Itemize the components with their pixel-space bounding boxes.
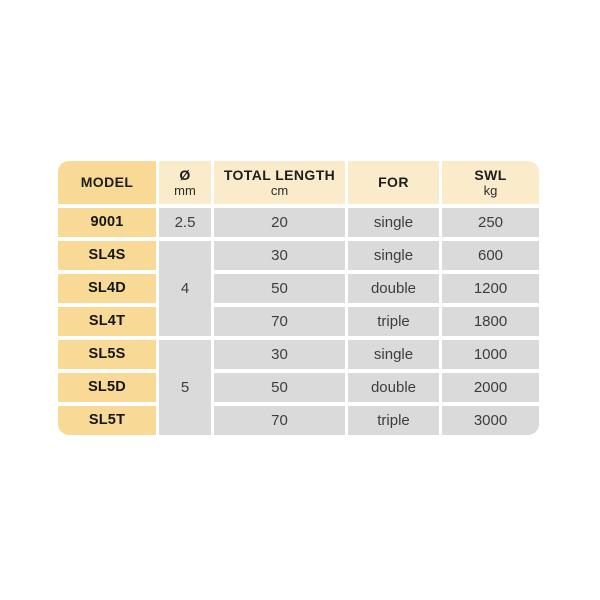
header-model: MODEL (58, 161, 156, 204)
header-swl-title: SWL (474, 166, 507, 183)
swl-cell: 1200 (442, 274, 539, 303)
header-total-length (214, 161, 345, 204)
for-cell: single (348, 241, 439, 270)
for-cell: triple (348, 307, 439, 336)
length-cell: 50 (214, 373, 345, 402)
watermark-logo (506, 443, 522, 543)
for-cell: triple (348, 406, 439, 435)
header-diameter (159, 161, 211, 204)
swl-cell: 3000 (442, 406, 539, 435)
model-cell: 9001 (58, 208, 156, 237)
model-cell: SL5D (58, 373, 156, 402)
diameter-cell-merged: 5 (159, 340, 211, 435)
swl-cell: 1800 (442, 307, 539, 336)
length-cell: 30 (214, 241, 345, 270)
diameter-cell: 2.5 (159, 208, 211, 237)
header-total-length-unit: cm (270, 182, 289, 198)
diameter-cell-merged: 4 (159, 241, 211, 336)
header-diameter-unit: mm (174, 182, 196, 198)
swl-cell: 600 (442, 241, 539, 270)
for-cell: double (348, 274, 439, 303)
header-total-length-title: TOTAL LENGTH (223, 166, 336, 183)
swl-cell: 250 (442, 208, 539, 237)
header-for: FOR (348, 161, 439, 204)
length-cell: 20 (214, 208, 345, 237)
model-cell: SL5T (58, 406, 156, 435)
header-swl-unit: kg (483, 182, 498, 198)
for-cell: single (348, 208, 439, 237)
model-cell: SL4S (58, 241, 156, 270)
header-diameter-symbol: Ø (179, 166, 191, 183)
length-cell: 30 (214, 340, 345, 369)
length-cell: 70 (214, 406, 345, 435)
header-swl (442, 161, 539, 204)
model-cell: SL4T (58, 307, 156, 336)
length-cell: 50 (214, 274, 345, 303)
model-cell: SL4D (58, 274, 156, 303)
swl-cell: 1000 (442, 340, 539, 369)
swl-cell: 2000 (442, 373, 539, 402)
model-cell: SL5S (58, 340, 156, 369)
length-cell: 70 (214, 307, 345, 336)
for-cell: double (348, 373, 439, 402)
for-cell: single (348, 340, 439, 369)
spec-table (58, 161, 539, 435)
